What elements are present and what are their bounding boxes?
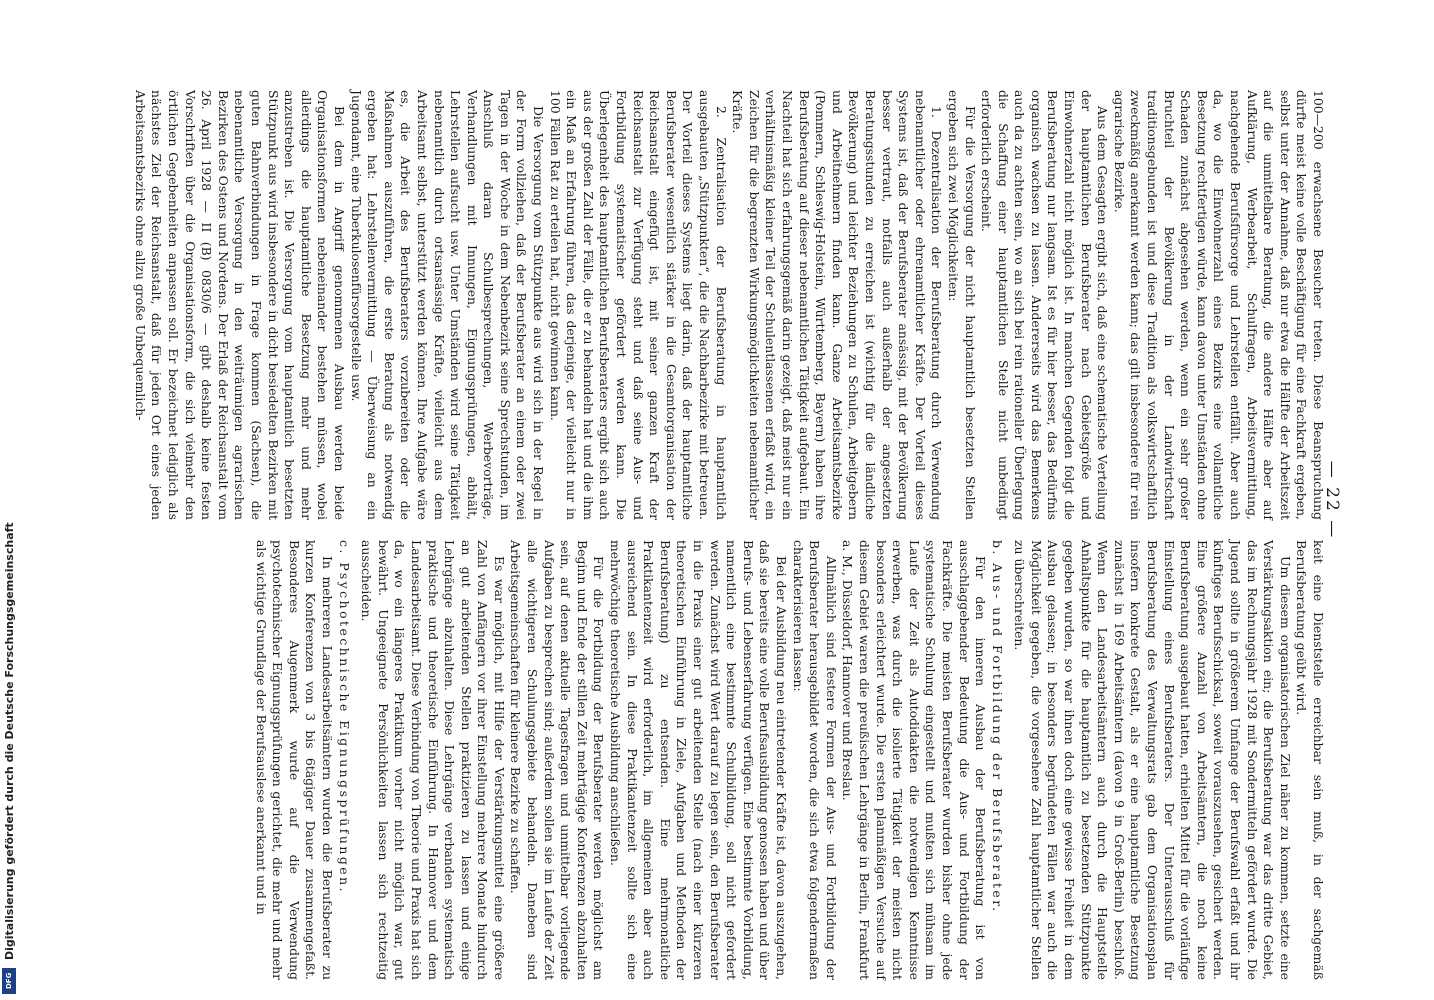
- paragraph: 1. Dezentralisation der Berufsberatung durch Verwendung nebenamtlicher oder ehrenamtlicher Kräfte. Der Vorteil dieses Systems ist, daß der Berufsberater ansässig, mit der Bevölkerung besser vertraut, notfalls auch außerhalb der angesetzten Beratungsstunden zu erreichen ist (wichtig für die ländliche Bevölkerung) und leichter Beziehungen zu Schulen, Arbeitgebern und Arbeitnehmern finden kann. Ganze Arbeitsamtsbezirke (Pommern, Schleswig-Holstein, Württemberg, Bayern) haben ihre Berufsberatung auf dieser nebenamtlichen Tätigkeit aufgebaut. Ein Nachteil hat sich erfahrungsgemäß darin gezeigt, daß meist nur ein verhältnismäßig kleiner Teil der Schulentlassenen erfaßt wird, ein Zeichen für die begrenzten Wirkungsmöglichkeiten nebenamtlicher Kräfte.: [730, 90, 945, 520]
- paragraph: Es war möglich, mit Hilfe der Verstärkungsmittel eine größere Zahl von Anfängern vor ihrer Einstellung mehrere Monate hindurch an gut arbeitenden Stellen praktizieren zu lassen und einige Lehrgänge abzuhalten. Diese Lehrgänge verbanden systematisch praktische und theoretische Einführung. In Hannover und dem Landesarbeitsamt. Diese Verbindung von Theorie und Praxis hat sich da, wo ein längeres Praktikum vorher nicht möglich war, gut bewährt. Ungeeignete Persönlichkeiten lassen sich rechtzeitig ausscheiden.: [359, 540, 507, 980]
- paragraph: 2. Zentralisation der Berufsberatung in hauptamtlich ausgebauten „Stützpunkten“, die die Nachbarbezirke mit betreuen. Der Vorteil dieses Systems liegt darin, daß der hauptamtliche Berufsberater wesentlich stärker in die Gesamtorganisation der Reichsanstalt eingefügt ist, mit seiner ganzen Kraft der Reichsanstalt zur Verfügung steht und daß seine Aus- und Fortbildung systematischer gefördert werden kann. Die Überlegenheit des hauptamtlichen Berufsberaters ergibt sich auch aus der großen Zahl der Fälle, die er zu behandeln hat und die ihm ein Maß an Erfahrung führen, das derjenige, der vielleicht nur in 100 Fällen Rat zu erteilen hat, nicht gewinnen kann.: [547, 90, 729, 520]
- section-heading: c. Psychotechnische Eignungsprüfungen.: [336, 540, 352, 895]
- paragraph: Die Versorgung vom Stützpunkte aus wird sich in der Regel in der Form vollziehen, daß der Berufsberater an einem oder zwei Tagen in der Woche in dem Nebenbezirk seine Sprechstunden, im Anschluß daran Schulbesprechungen, Werbevorträge, Verhandlungen mit Innungen, Eignungsprüfungen, abhält, Lehrstellen aufsucht usw. Unter Umständen wird seine Tätigkeit nebenamtlich durch ortsansässige Kräfte, vielleicht aus dem Arbeitsamt selbst, unterstützt werden können. Ihre Aufgabe wäre es, die Arbeit des Berufsberaters vorzubereiten oder die Maßnahmen auszuführen, die erste Beratung als notwendig ergeben hat: Lehrstellenvermittlung — Überweisung an ein Jugendamt, eine Tuberkulosenfürsorgestelle usw.: [348, 90, 547, 520]
- paragraph: Aus dem Gesagten ergibt sich, daß eine schematische Verteilung der hauptamtlichen Berufsberater nach Gebietsgröße und Einwohnerzahl nicht möglich ist. In manchen Gegenden folgt die Berufsberatung nur langsam. Ist es für hier besser, das Bedürfnis organisch wachsen zu lassen. Andererseits wird das Bemerkens auch da zu achten sein, wo an sich bei rein rationeller Überlegung die Schaffung einer hauptamtlichen Stelle nicht unbedingt erforderlich erscheint.: [979, 90, 1111, 520]
- paragraph: Bei der Ausbildung neu eintretender Kräfte ist, davon auszugehen, daß sie bereits eine volle Berufsausbildung genossen haben und über Berufs- und Lebenserfahrung verfügen. Eine bestimmte Vorbildung, namentlich eine bestimmte Schulbildung, soll nicht gefordert werden. Zunächst wird Wert darauf zu legen sein, den Berufsberater in die Praxis einer gut arbeitenden Stelle (nach einer kürzeren theoretischen Einführung in Ziele, Aufgaben und Methoden der Berufsberatung) zu entsenden. Eine mehrmonatliche Praktikantenzeit wird erforderlich, im allgemeinen aber auch ausreichend sein. In diese Praktikantenzeit sollte sich eine mehrwöchige theoretische Ausbildung anschließen.: [608, 540, 789, 980]
- paragraph: Allmählich sind festere Formen der Aus- und Fortbildung der Berufsberater herausgebildet worden, die sich etwa folgendermaßen charakterisieren lassen:: [790, 540, 839, 980]
- dfg-logo: DFG: [2, 968, 16, 994]
- paragraph: Für den inneren Ausbau der Berufsberatung ist von ausschlaggebender Bedeutung die Aus- und Fortbildung der Fachkräfte. Die meisten Berufsberater wurden bisher ohne jede systematische Schulung eingestellt und mußten sich mühsam im Laufe der Zeit als Autodidakten die notwendigen Kenntnisse erwerben, was durch die isolierte Tätigkeit der meisten nicht besonders erleichtert wurde. Die ersten planmäßigen Versuche auf diesem Gebiet waren die preußischen Lehrgänge in Berlin, Frankfurt a. M., Düsseldorf, Hannover und Breslau.: [840, 540, 989, 980]
- paragraph: keit eine Dienststelle erreichbar sein muß, in der sachgemäß Berufsberatung geübt wird.: [1294, 540, 1326, 980]
- section-heading: b. Aus- und Fortbildung der Berufsberater.: [989, 540, 1005, 914]
- left-column: [131, 90, 1326, 520]
- paragraph: Um diesem organisatorischen Ziel näher zu kommen, setzte eine Verstärkungsaktion ein; die Berufsberatung war das dritte Gebiet, das im Rechnungsjahr 1928 mit Sondermitteln gefördert wurde. Die Jugend sollte in größerem Umfange der Berufswahl erfaßt und ihr künftiges Berufsschicksal, soweit vorauszusehen, gesichert werden. Eine größere Anzahl von Arbeitsämtern, die noch keine Berufsberatung ausgebaut hatten, erhielten Mittel für die vorläufige Einstellung eines Berufsberaters. Der Unterausschuß für Berufsberatung des Verwaltungsrats gab dem Organisationsplan insofern konkrete Gestalt, als er eine hauptamtliche Besetzung zunächst in 169 Arbeitsämtern (davon 9 in Groß-Berlin) beschloß. Wenn den Landesarbeitsämtern auch durch die Hauptstelle Anhaltspunkte für die hauptamtlich zu besetzenden Stützpunkte gegeben wurden, so war ihnen doch eine gewisse Freiheit in dem Ausbau gelassen; in besonders begründeten Fällen war auch die Möglichkeit gegeben, die vorgesehene Zahl hauptamtlicher Stellen zu überschreiten.: [1012, 540, 1293, 980]
- paragraph: Für die Fortbildung der Berufsberater werden möglichst am Beginn und Ende der stillen Zeit mehrtägige Konferenzen abzuhalten sein, auf denen aktuelle Tagesfragen und unmittelbar vorliegende Aufgaben zu besprechen sind; außerdem sollen sie im Laufe der Zeit alle wichtigeren Schulungsgebiete behandeln. Daneben sind Arbeitsgemeinschaften für kleinere Bezirke zu schaffen.: [508, 540, 607, 980]
- paragraph: Für die Versorgung der nicht hauptamtlich besetzten Stellen ergeben sich zwei Möglichkeiten:: [945, 90, 978, 520]
- paragraph: In mehreren Landesarbeitsämtern wurden die Berufsberater zu kurzen Konferenzen von 3 bis 6tägiger Dauer zusammengefaßt. Besonderes Augenmerk wurde auf die Verwendung psychotechnischer Eignungsprüfungen gerichtet, die mehr und mehr als wichtige Grundlage der Berufsauslese anerkannt und in: [253, 540, 335, 980]
- page-number: — 22 —: [1322, 460, 1342, 540]
- sidebar-credit: Digitalisierung gefördert durch die Deutsche Forschungsgemeinschaft: [3, 522, 16, 960]
- paragraph: Bei dem in Angriff genommenen Ausbau werden beide Organisationsformen nebeneinander bestehen müssen, wobei allerdings die hauptamtliche Besetzung mehr und mehr anzustreben ist. Die Versorgung vom hauptamtlich besetzten Stützpunkt aus wird insbesondere in dicht besiedelten Bezirken mit guten Bahnverbindungen in Frage kommen (Sachsen), die nebenamtliche Versorgung in den weiträumigen agrarischen Bezirken des Ostens und Nordens. Der Erlaß der Reichsanstalt vom 26. April 1928 — II (B) 0830/6 — gibt deshalb keine festen Vorschriften über die Organisationsform, die sich vielmehr den örtlichen Gegebenheiten anpassen soll. Er bezeichnet lediglich als nächstes Ziel der Reichsanstalt, daß für jeden Ort eines jeden Arbeitsamtsbezirks ohne allzu große Unbequemlich-: [132, 90, 347, 520]
- paragraph: 100—200 erwachsene Besucher treten. Diese Beanspruchung dürfte meist keine volle Beschäftigung für eine Fachkraft ergeben, selbst unter der Annahme, daß nur etwa die Hälfte der Arbeitszeit auf die unmittelbare Beratung, die andere Hälfte aber auf Aufklärung, Werbearbeit, Schulfragen, Arbeitsvermittlung, nachgehende Berufsfürsorge und Lehrstellen entfällt. Aber auch da, wo die Einwohnerzahl eines Bezirks eine vollamtliche Besetzung rechtfertigen würde, kann davon unter Umständen ohne Schaden zunächst abgesehen werden, wenn ein sehr großer Bruchteil der Bevölkerung in der Landwirtschaft traditionsgebunden ist und diese Tradition als volkswirtschaftlich zweckmäßig anerkannt werden kann; das gilt insbesondere für rein agrarische Bezirke.: [1111, 90, 1326, 520]
- right-column: [252, 540, 1326, 980]
